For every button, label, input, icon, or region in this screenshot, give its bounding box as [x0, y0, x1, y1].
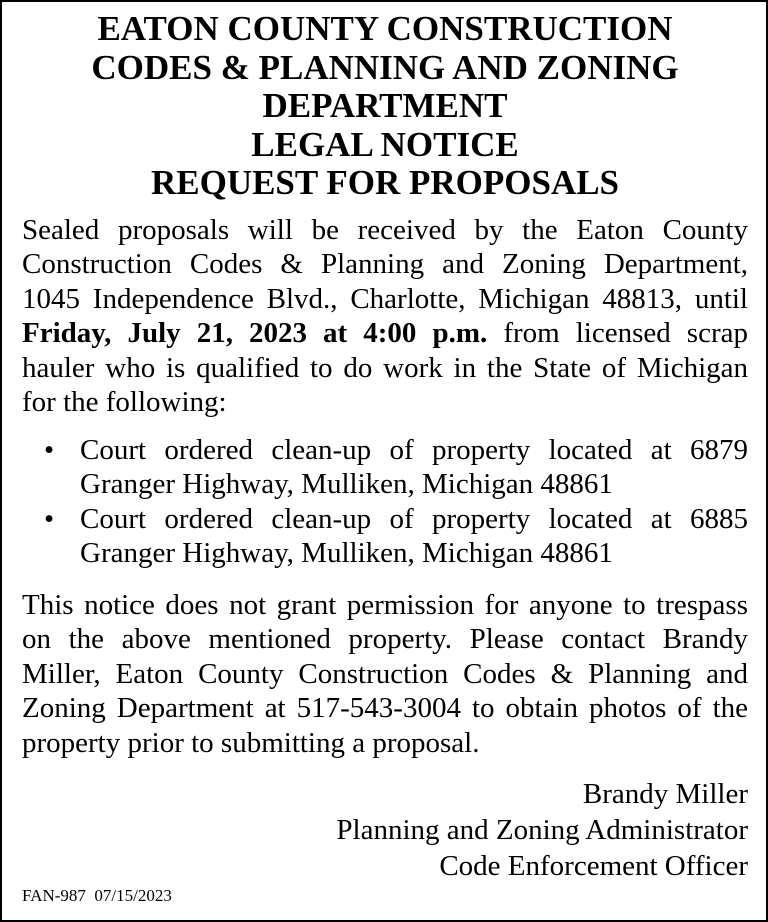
trespass-paragraph: This notice does not grant permission for anyone to trespass on the above mentioned property. Please contact Brandy Miller, Eaton County Construction Codes & Planning and Zoning Department at 517-543-3004 to obtain photos of the property prior to submitting a proposal. [22, 588, 748, 759]
signature-block [22, 776, 748, 884]
signer-title: Planning and Zoning Administrator [336, 814, 748, 846]
paragraph-text-before-date: Sealed proposals will be received by the Eaton County Construction Codes & Planning and Zoning Department, 1045 Independence Blvd., Charlotte, Michigan 48813, until [22, 213, 748, 315]
title-line: EATON COUNTY CONSTRUCTION [97, 9, 673, 48]
paragraph-text-after-date: from licensed scrap hauler who is qualified to do work in the State of Michigan for the following: [22, 317, 748, 418]
property-list [22, 433, 748, 571]
bullet-icon: • [44, 433, 55, 466]
list-item [22, 433, 748, 502]
list-item [22, 502, 748, 571]
list-item-text: Court ordered clean-up of property located at 6885 Granger Highway, Mulliken, Michigan 48861 [80, 502, 748, 569]
notice-title [22, 10, 748, 203]
notice-reference-code: FAN-987 07/15/2023 [22, 886, 172, 905]
list-item-text: Court ordered clean-up of property located at 6879 Granger Highway, Mulliken, Michigan 48861 [80, 433, 748, 500]
deadline-date: Friday, July 21, 2023 at 4:00 p.m. [22, 317, 488, 349]
proposal-paragraph [22, 213, 748, 420]
title-line: LEGAL NOTICE [251, 124, 519, 164]
bullet-icon: • [44, 502, 55, 535]
title-line: CODES & PLANNING AND ZONING [91, 47, 679, 87]
signer-title: Code Enforcement Officer [439, 850, 748, 882]
title-line: DEPARTMENT [262, 86, 508, 125]
title-line: REQUEST FOR PROPOSALS [150, 163, 620, 202]
signer-name: Brandy Miller [582, 778, 748, 810]
